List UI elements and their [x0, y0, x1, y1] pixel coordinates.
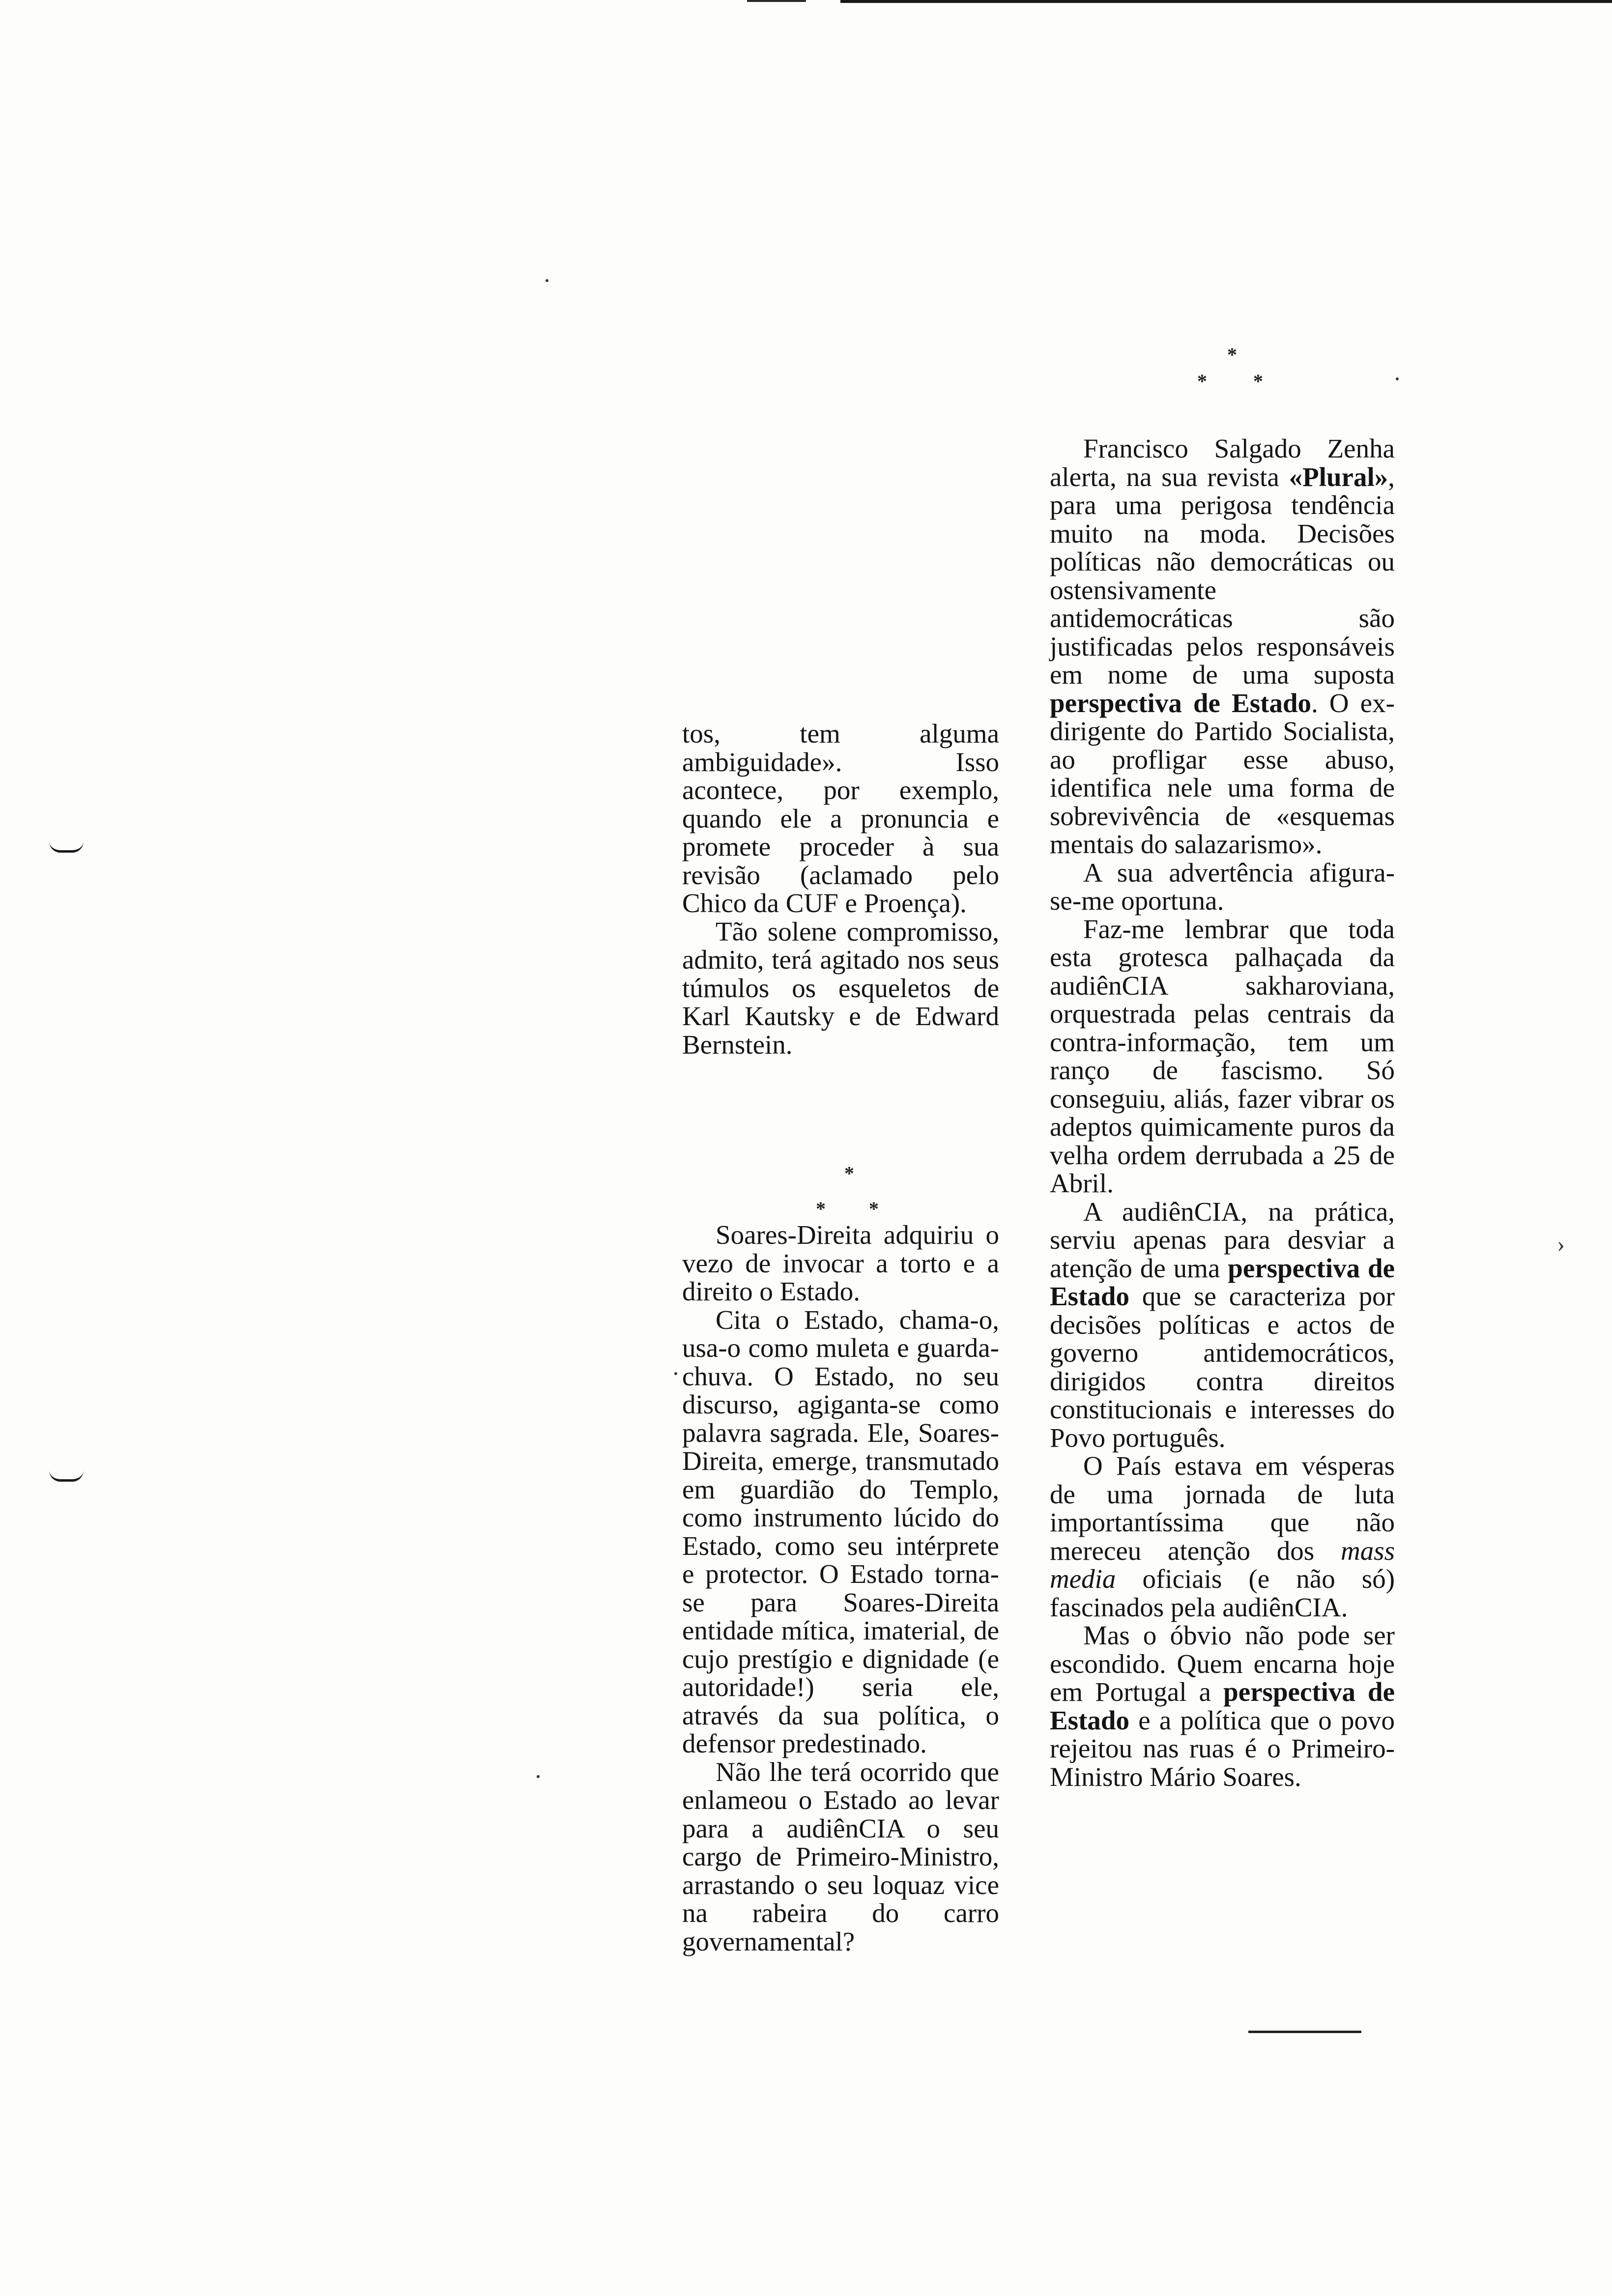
asterisk: * [1253, 370, 1263, 392]
right-paragraph-2: A sua advertência afigura-se-me oportuna. [1050, 857, 1395, 916]
text-run: . O ex-dirigente do Partido Socialista, ao profligar esse abuso, identifica nele uma forma de sobrevivência de «esquemas mentais do salazarismo». [1050, 688, 1395, 859]
left-paragraph-5: Não lhe terá ocorrido que enlameou o Estado ao levar para a audiênCIA o seu cargo de Primeiro-Ministro, arrastando o seu loquaz vice na rabeira do carro governamental? [682, 1756, 999, 1956]
scan-speck [546, 279, 548, 282]
right-paragraph-5 [1050, 1452, 1395, 1621]
asterisk: * [844, 1162, 854, 1184]
italic-phrase: mass media [1050, 1535, 1395, 1594]
left-paragraph-2: Tão solene compromisso, admito, terá agitado nos seus túmulos os esqueletos de Karl Kautsky e de Edward Bernstein. [682, 916, 999, 1060]
article-end-rule [1248, 2031, 1361, 2033]
text-run: , para uma perigosa tendência muito na moda. Decisões políticas não democráticas ou ostensivamente antidemocráticas são justificadas pelos responsáveis em nome de uma suposta [1050, 461, 1395, 689]
text-run: O País estava em vésperas de uma jornada de luta importantíssima que não mereceu atenção dos [1050, 1451, 1395, 1566]
scan-speck [1396, 377, 1399, 380]
separator-gap [682, 1059, 999, 1221]
text-run: e a política que o povo rejeitou nas ruas é o Primeiro-Ministro Mário Soares. [1050, 1705, 1395, 1792]
right-column [1050, 434, 1395, 1791]
text-run: Francisco Salgado Zenha alerta, na sua revista [1050, 433, 1395, 492]
left-paragraph-3: Soares-Direita adquiriu o vezo de invocar a torto e a direito o Estado. [682, 1220, 999, 1306]
binding-hole-mark [49, 841, 84, 853]
right-paragraph-6 [1050, 1621, 1395, 1791]
scan-speck [537, 1775, 540, 1778]
top-rule-fragment [747, 0, 806, 2]
margin-tick-mark: › [1557, 1231, 1565, 1257]
text-run: Mas o óbvio não pode ser escondido. Quem encarna hoje em Portugal a [1050, 1620, 1395, 1707]
asterisk: * [869, 1198, 879, 1220]
text-run: oficiais (e não só) fascinados pela audiênCIA. [1050, 1564, 1395, 1622]
emphasis-phrase: perspectiva de Estado [1050, 688, 1312, 718]
left-paragraph-4: Cita o Estado, chama-o, usa-o como muleta e guarda-chuva. O Estado, no seu discurso, agiganta-se como palavra sagrada. Ele, Soares-Direita, emerge, transmutado em guardião do Templo, como instrumento lúcido do Estado, como seu intérprete e protector. O Estado torna-se para Soares-Direita entidade mítica, imaterial, de cujo prestígio e dignidade (e autoridade!) seria ele, através da sua política, o defensor predestinado. [682, 1304, 999, 1758]
top-rule [840, 0, 1612, 3]
scan-speck [674, 1372, 677, 1375]
left-column [682, 719, 999, 1955]
right-paragraph-1 [1050, 434, 1395, 859]
magazine-title: «Plural» [1289, 461, 1388, 492]
right-paragraph-4 [1050, 1198, 1395, 1452]
binding-hole-mark [49, 1470, 84, 1482]
emphasis-phrase: perspectiva de Estado [1050, 1677, 1395, 1735]
text-run: que se caracteriza por decisões políticas e actos de governo antidemocráticos, dirigidos contra direitos constitucionais e interesses do Povo português. [1050, 1281, 1395, 1453]
left-paragraph-1: tos, tem alguma ambiguidade». Isso acontece, por exemplo, quando ele a pronuncia e promete proceder à sua revisão (aclamado pelo Chico da CUF e Proença). [682, 718, 999, 918]
emphasis-phrase: perspectiva de Estado [1050, 1253, 1395, 1311]
asterisk: * [816, 1198, 826, 1220]
text-run: A audiênCIA, na prática, serviu apenas para desviar a atenção de uma [1050, 1196, 1395, 1283]
asterisk: * [1197, 370, 1207, 392]
right-paragraph-3: Faz-me lembrar que toda esta grotesca palhaçada da audiênCIA sakharoviana, orquestrada pelas centrais da contra-informação, tem um ranço de fascismo. Só conseguiu, aliás, fazer vibrar os adeptos quimicamente puros da velha ordem derrubada a 25 de Abril. [1050, 914, 1395, 1198]
asterisk: * [1227, 344, 1237, 366]
